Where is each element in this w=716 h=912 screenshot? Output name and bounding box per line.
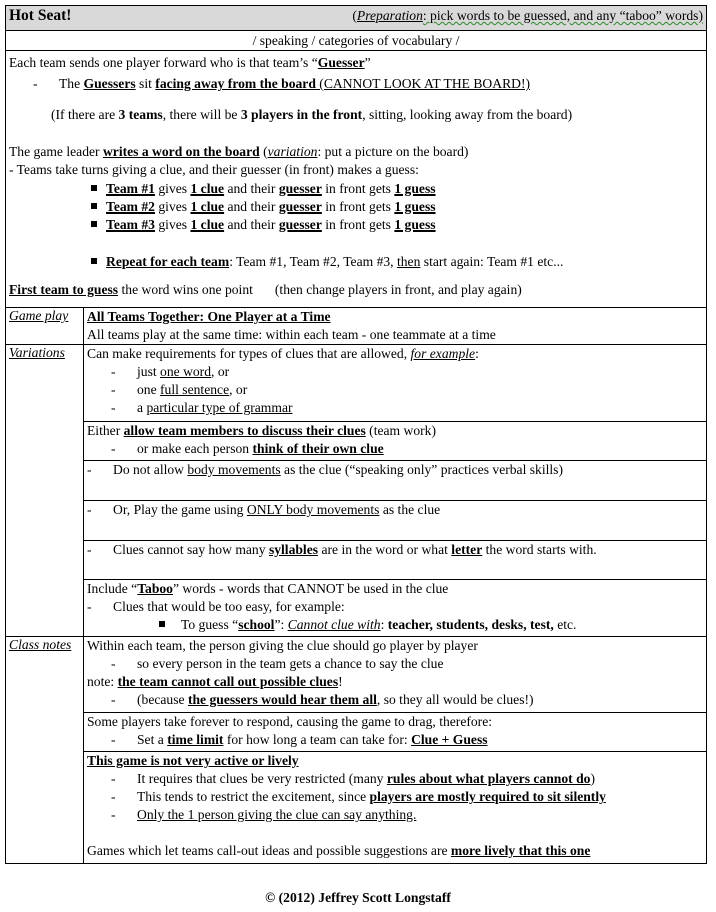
preparation-note: (Preparation: pick words to be guessed, and any “taboo” words) — [352, 8, 703, 23]
intro-line: (If there are 3 teams, there will be 3 players in the front, sitting, looking away from the board) — [51, 107, 573, 122]
intro-line: - Teams take turns giving a clue, and their guesser (in front) makes a guess: — [9, 162, 419, 177]
variation-item: - Do not allow body movements as the clue (“speaking only” practices verbal skills) — [84, 461, 707, 501]
team-turn-item: Team #2 gives 1 clue and their guesser in front gets 1 guess — [9, 198, 703, 216]
gameplay-label: Game play — [6, 308, 84, 345]
variation-item: Can make requirements for types of clues that are allowed, for example: - just one word, or - one full sentence, or - a particular type of grammar — [84, 345, 707, 422]
gameplay-content: All Teams Together: One Player at a Time All teams play at the same time: within each team - one teammate at a time — [84, 308, 707, 345]
classnotes-row — [6, 752, 707, 864]
variation-item: - Or, Play the game using ONLY body movements as the clue — [84, 501, 707, 541]
category-tags: / speaking / categories of vocabulary / — [6, 31, 707, 51]
lesson-table — [5, 5, 707, 864]
page-title: Hot Seat! — [9, 7, 72, 24]
subheader-row — [6, 31, 707, 51]
classnote-item: Some players take forever to respond, causing the game to drag, therefore: - Set a time limit for how long a team can take for: Clue + Guess — [84, 713, 707, 752]
header-row — [6, 6, 707, 31]
classnotes-row — [6, 637, 707, 713]
variation-item: Either allow team members to discuss their clues (team work) - or make each person think of their own clue — [84, 422, 707, 461]
variation-row — [6, 541, 707, 580]
repeat-item: Repeat for each team: Team #1, Team #2, Team #3, then start again: Team #1 etc... — [9, 253, 703, 271]
intro-line: Each team sends one player forward who is that team’s “Guesser” — [9, 55, 371, 70]
gameplay-row — [6, 308, 707, 345]
copyright-footer: © (2012) Jeffrey Scott Longstaff — [265, 890, 451, 905]
variation-item: Include “Taboo” words - words that CANNOT be used in the clue - Clues that would be too easy, for example: To guess “school”: Cannot clue with: teacher, students, desks, test, etc. — [84, 580, 707, 637]
scoring-line: First team to guess the word wins one point (then change players in front, and play again) — [9, 282, 522, 297]
variation-row — [6, 501, 707, 541]
variation-row — [6, 580, 707, 637]
classnotes-row — [6, 713, 707, 752]
intro-section — [6, 51, 707, 308]
variation-row — [6, 345, 707, 422]
variation-item: - Clues cannot say how many syllables are in the word or what letter the word starts with. — [84, 541, 707, 580]
variation-row — [6, 461, 707, 501]
intro-row — [6, 51, 707, 308]
classnote-item: This game is not very active or lively - It requires that clues be very restricted (many rules about what players cannot do) - This tends to restrict the excitement, since players are mostly required to sit silently - Only the 1 person giving the clue can say anything. Games which let teams call-out ideas and possible suggestions are more lively that this one — [84, 752, 707, 864]
intro-line: - The Guessers sit facing away from the board (CANNOT LOOK AT THE BOARD!) — [33, 76, 531, 91]
intro-line: The game leader writes a word on the board (variation: put a picture on the board) — [9, 144, 469, 159]
team-turn-item: Team #1 gives 1 clue and their guesser in front gets 1 guess — [9, 180, 703, 198]
team-turn-item: Team #3 gives 1 clue and their guesser in front gets 1 guess — [9, 216, 703, 234]
classnote-item: Within each team, the person giving the clue should go player by player - so every person in the team gets a chance to say the clue note: the team cannot call out possible clues! - (because the guessers would hear them all, so they all would be clues!) — [84, 637, 707, 713]
variation-row — [6, 422, 707, 461]
classnotes-label: Class notes — [6, 637, 84, 864]
variations-label: Variations — [6, 345, 84, 637]
